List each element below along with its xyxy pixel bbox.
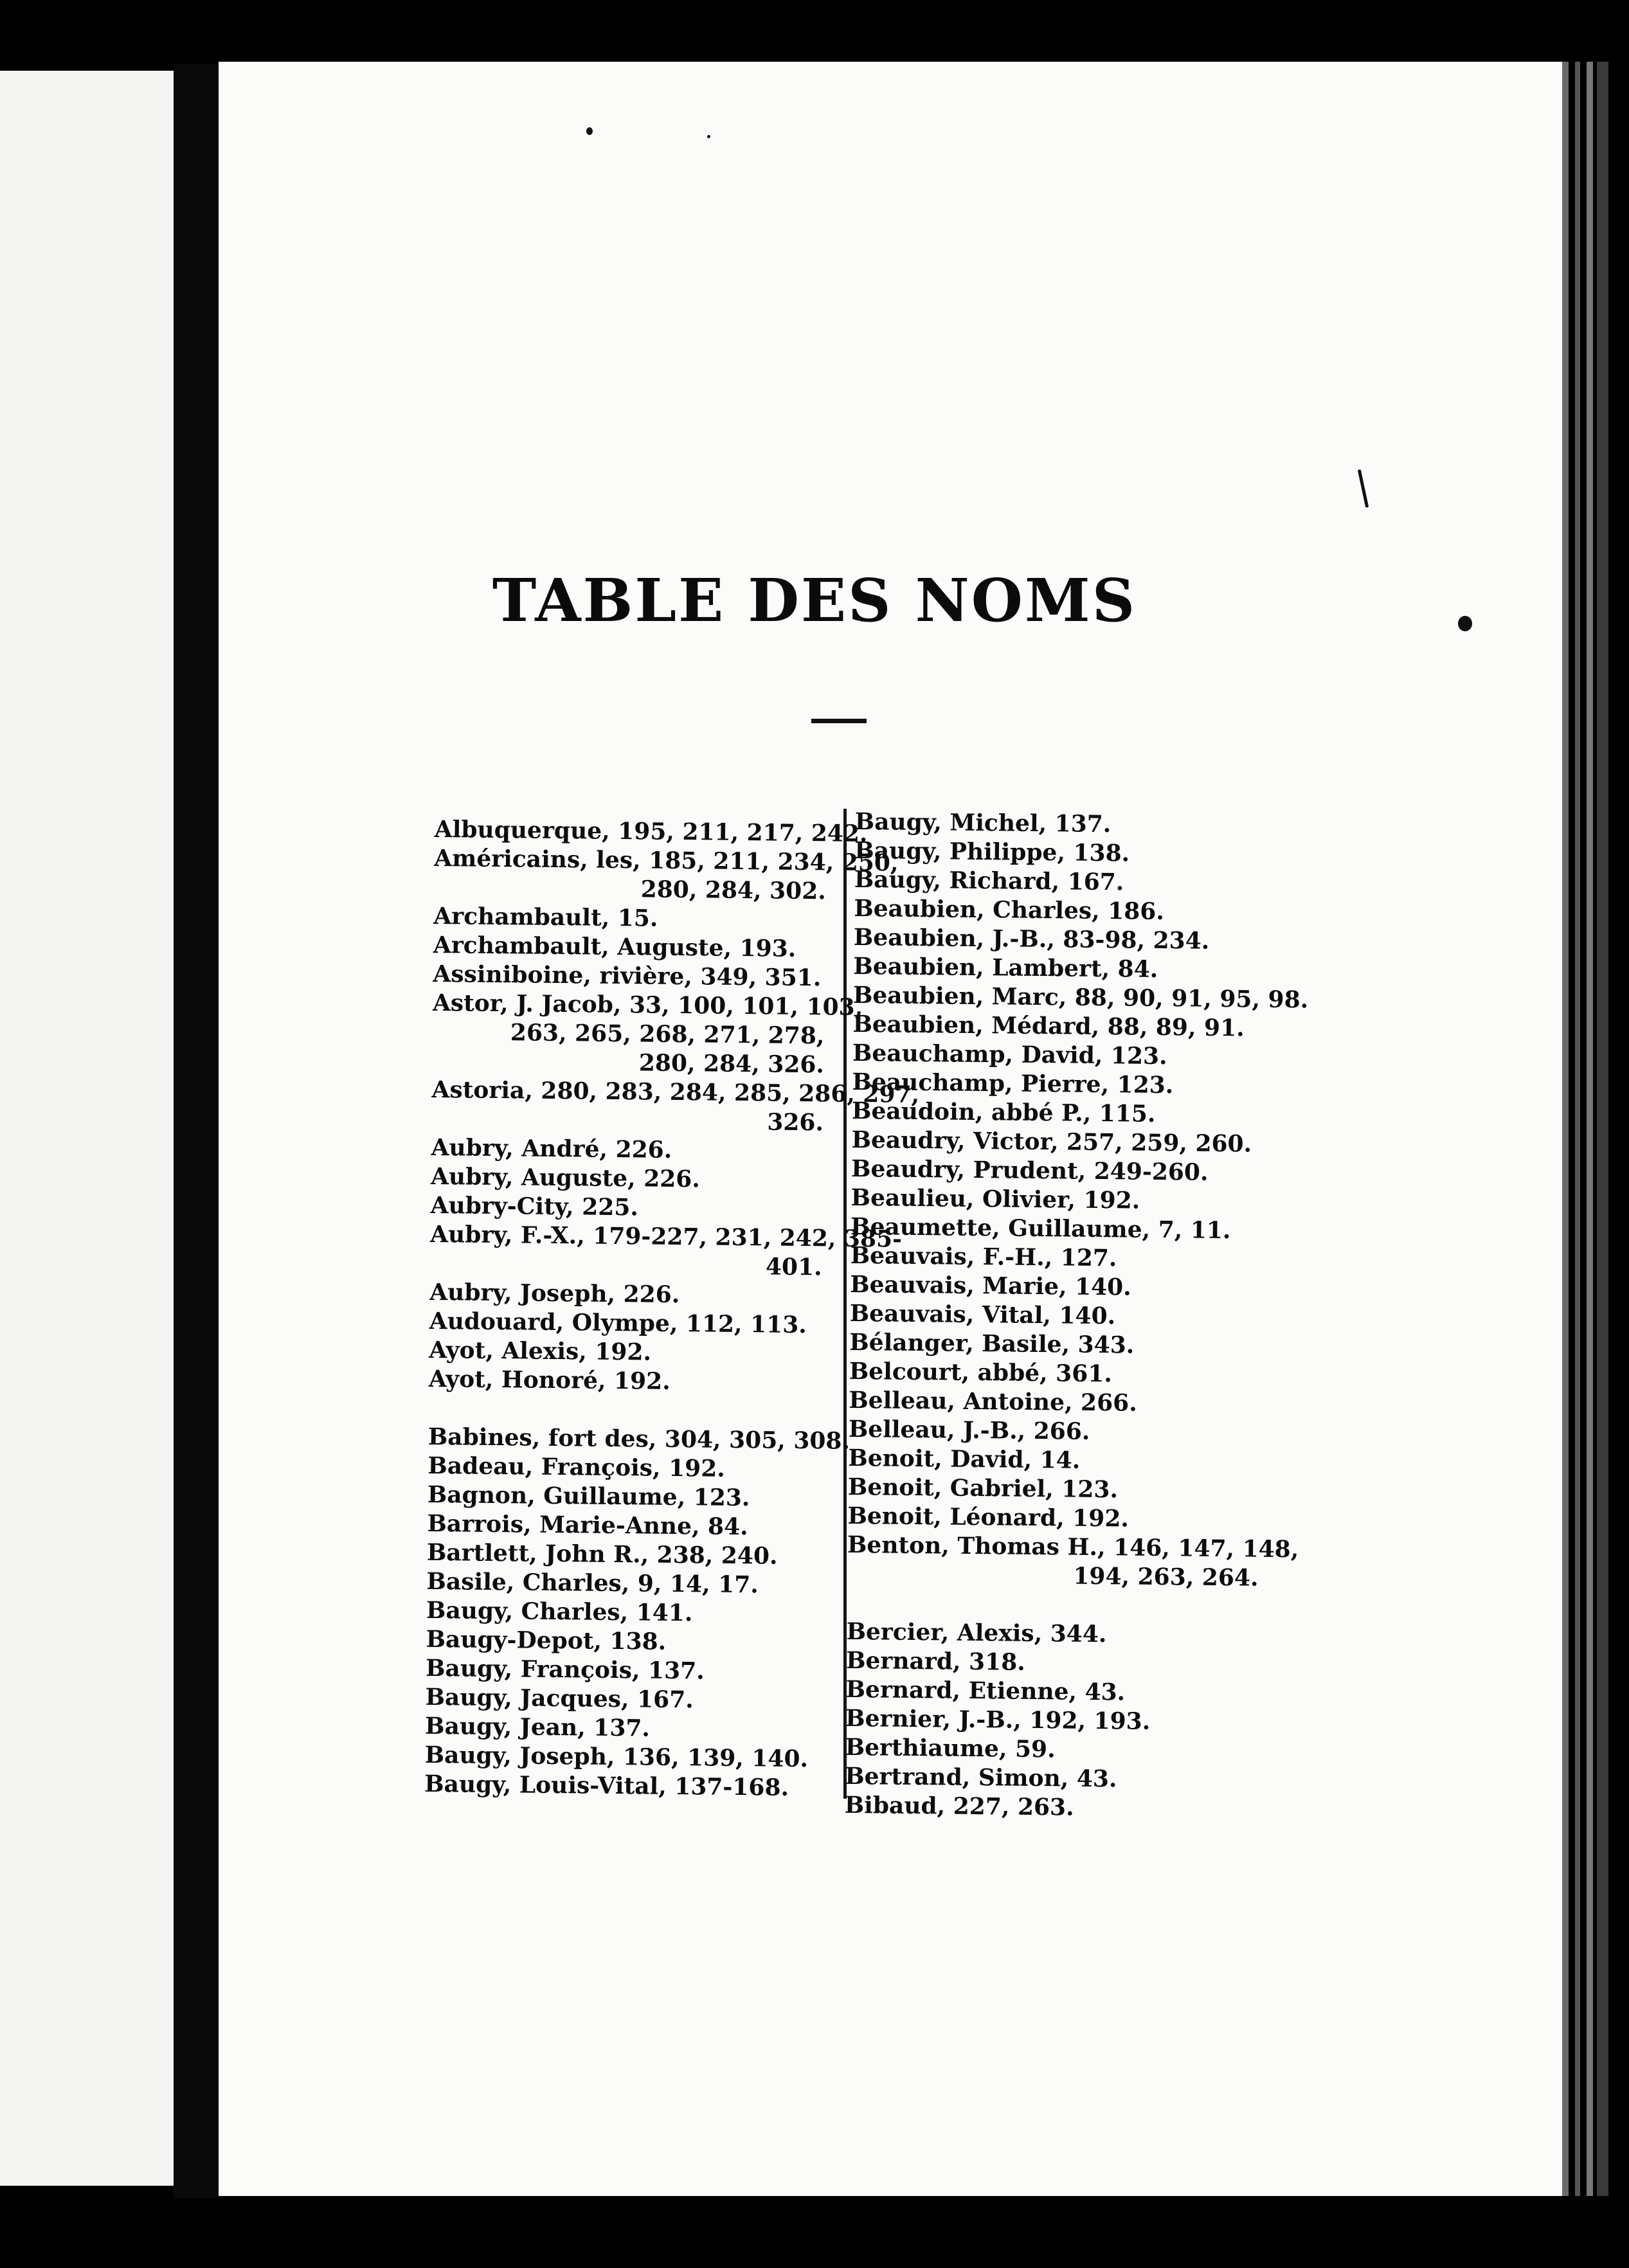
index-entry [431,1133,823,1166]
index-entry-text: Albuquerque, 195, 211, 217, 242. [434,816,868,848]
index-entry [847,1531,1299,1593]
index-entry-text: Bertrand, Simon, 43. [844,1762,1117,1793]
index-entry-text: Benoit, Léonard, 192. [847,1502,1130,1533]
index-entry [425,1712,817,1745]
title-rule [811,719,867,723]
index-entry-text: Beaubien, Marc, 88, 90, 91, 95, 98. [852,981,1309,1014]
index-entry-text: Baugy, Charles, 141. [426,1596,693,1627]
index-entry-text: Belcourt, abbé, 361. [849,1357,1113,1388]
index-entry-text: Baugy, Jacques, 167. [425,1683,694,1714]
index-entry [845,1733,1256,1767]
index-entry [434,815,868,848]
index-entry-text: Baugy, Jean, 137. [424,1712,651,1742]
index-entry-continuation: 326. [767,1108,824,1137]
index-entry-text: Bagnon, Guillaume, 123. [427,1480,750,1512]
index-entry-text: Benoit, Gabriel, 123. [847,1473,1119,1504]
index-entry [855,807,1266,841]
index-entry-text: Aubry, Joseph, 226. [429,1278,680,1309]
index-entry [849,1415,1260,1448]
facing-page-edge [0,71,174,2186]
index-entry [848,1444,1259,1477]
index-entry-text: Beauchamp, Pierre, 123. [852,1068,1174,1099]
index-entry [854,923,1265,957]
index-entry-text: Beaudry, Victor, 257, 259, 260. [851,1126,1252,1158]
ink-speck [586,127,593,135]
index-entry [428,1480,820,1513]
index-entry-text: Beaubien, Lambert, 84. [853,952,1158,983]
index-entry-text: Baugy, François, 137. [425,1654,705,1685]
index-entry [850,1270,1261,1304]
index-entry-text: Aubry, André, 226. [431,1133,672,1164]
index-entry [426,1625,818,1658]
page-stack-edge [1562,62,1569,2196]
index-entry-text: Beauvais, F.-H., 127. [850,1241,1117,1272]
index-entry-text: Bartlett, John R., 238, 240. [426,1538,778,1570]
index-entry-text: Bernard, 318. [845,1646,1025,1676]
index-entry-text: Bercier, Alexis, 344. [846,1617,1107,1648]
index-entry-text: Baugy, Richard, 167. [854,865,1124,896]
index-entry [431,1162,823,1195]
index-entry-text: Belleau, Antoine, 266. [849,1386,1137,1417]
page-stack-edge [1587,62,1593,2196]
index-entry [432,989,863,1079]
index-entry [429,1336,821,1369]
index-entry-text: Badeau, François, 192. [428,1452,726,1482]
index-entry [426,1654,818,1687]
index-entry [845,1762,1256,1796]
index-entry-text: Baugy, Philippe, 138. [854,836,1130,867]
page-stack-edge [1575,62,1580,2196]
ink-speck [707,135,710,138]
index-entry [852,1097,1263,1130]
index-entry-text: Beaubien, Charles, 186. [854,894,1165,926]
index-entry-text: Aubry-City, 225. [430,1191,639,1221]
index-entry-text: Berthiaume, 59. [845,1733,1056,1763]
index-entry-text: Basile, Charles, 9, 14, 17. [426,1567,759,1599]
index-entry [849,1386,1260,1419]
index-entry-text: Beauchamp, David, 123. [852,1039,1167,1070]
index-entry-text: Bibaud, 227, 263. [844,1791,1074,1821]
index-entry-continuation: 280, 284, 326. [638,1049,825,1079]
index-entry [434,844,899,906]
index-entry-text: Benton, Thomas H., 146, 147, 148, [847,1531,1299,1563]
index-entry [424,1741,816,1774]
index-entry-text: Beaubien, Médard, 88, 89, 91. [852,1010,1245,1042]
index-entry [429,1278,822,1311]
book-gutter [174,64,219,2199]
index-entry-text: Archambault, 15. [433,902,658,932]
index-entry [845,1675,1257,1709]
index-entry-text: Aubry, F.-X., 179-227, 231, 242, 385- [429,1220,903,1253]
index-entry-text: Beauvais, Marie, 140. [850,1270,1131,1301]
index-entry [849,1328,1261,1362]
index-entry-text: Astoria, 280, 283, 284, 285, 286, 297, [431,1076,920,1108]
index-entry [845,1704,1257,1738]
index-entry [425,1683,817,1716]
index-entry-text: Bernard, Etienne, 43. [845,1675,1126,1706]
index-entry [851,1212,1262,1246]
index-entry-text: Archambault, Auguste, 193. [433,931,797,962]
index-entry [426,1596,818,1629]
page-stack-edge [1597,62,1608,2196]
index-entry-continuation: 401. [765,1253,822,1281]
index-entry [427,1509,819,1542]
index-entry-text: Beaudry, Prudent, 249-260. [851,1155,1209,1186]
index-entry-text: Baugy-Depot, 138. [426,1625,667,1655]
index-entry [431,1076,920,1137]
index-entry-text: Assiniboine, rivière, 349, 351. [433,960,822,992]
index-entry-text: Audouard, Olympe, 112, 113. [429,1307,807,1339]
index-entry [849,1357,1261,1390]
index-entry [424,1770,816,1803]
index-entry-text: Ayot, Honoré, 192. [428,1365,670,1395]
index-entry [854,865,1266,899]
index-entry-text: Beaulieu, Olivier, 192. [851,1184,1140,1214]
index-entry [428,1423,851,1455]
index-entry-continuation: 263, 265, 268, 271, 278, [510,1019,825,1050]
index-entry-continuation: 194, 263, 264. [1073,1562,1259,1592]
index-entry-text: Américains, les, 185, 211, 234, 250, [434,844,899,877]
index-entry-text: Barrois, Marie-Anne, 84. [427,1509,748,1541]
index-entry [433,960,825,993]
index-entry [846,1646,1257,1680]
index-entry [430,1191,822,1224]
index-entry [853,952,1264,986]
index-entry [846,1617,1257,1651]
index-entry [852,1068,1263,1101]
index-entry [433,902,825,935]
index-entry-text: Beaudoin, abbé P., 115. [851,1097,1156,1128]
index-entry [852,1039,1264,1072]
index-entry [847,1502,1259,1535]
index-entry [854,836,1266,870]
index-entry [426,1567,818,1600]
index-entry-text: Babines, fort des, 304, 305, 308. [428,1423,851,1455]
index-entry [429,1220,903,1282]
index-entry-text: Beauvais, Vital, 140. [849,1299,1116,1330]
index-column-left [424,815,920,1803]
index-entry [852,1010,1264,1043]
index-entry [429,1307,822,1340]
index-entry-text: Belleau, J.-B., 266. [848,1415,1090,1445]
index-section-gap [847,1589,1258,1622]
index-entry-text: Baugy, Louis-Vital, 137-168. [424,1770,789,1801]
index-entry [433,931,825,964]
index-entry-text: Aubry, Auguste, 226. [430,1162,701,1193]
index-entry-text: Bélanger, Basile, 343. [849,1328,1135,1359]
index-entry [852,981,1309,1014]
index-entry [850,1299,1261,1333]
index-column-right [844,807,1309,1824]
index-entry [854,894,1265,928]
page-title: TABLE DES NOMS [492,566,1137,635]
index-entry-text: Baugy, Joseph, 136, 139, 140. [424,1741,809,1773]
index-entry-text: Baugy, Michel, 137. [854,808,1112,838]
index-entry-text: Beaumette, Guillaume, 7, 11. [850,1212,1231,1245]
index-entry [429,1365,821,1398]
index-entry-continuation: 280, 284, 302. [640,876,827,905]
index-entry-text: Astor, J. Jacob, 33, 100, 101, 103, [432,989,863,1021]
index-entry-text: Beaubien, J.-B., 83-98, 234. [853,923,1210,955]
index-entry [845,1791,1256,1824]
index-section-gap [428,1394,820,1426]
index-entry [850,1241,1261,1275]
index-entry [427,1538,819,1571]
index-entry [851,1126,1263,1159]
index-entry-text: Ayot, Alexis, 192. [429,1336,652,1366]
index-entry [851,1184,1262,1217]
index-entry [428,1452,820,1484]
index-entry [848,1473,1259,1506]
index-entry-text: Benoit, David, 14. [848,1444,1081,1474]
index-entry [851,1155,1263,1188]
index-entry-text: Bernier, J.-B., 192, 193. [845,1704,1151,1735]
